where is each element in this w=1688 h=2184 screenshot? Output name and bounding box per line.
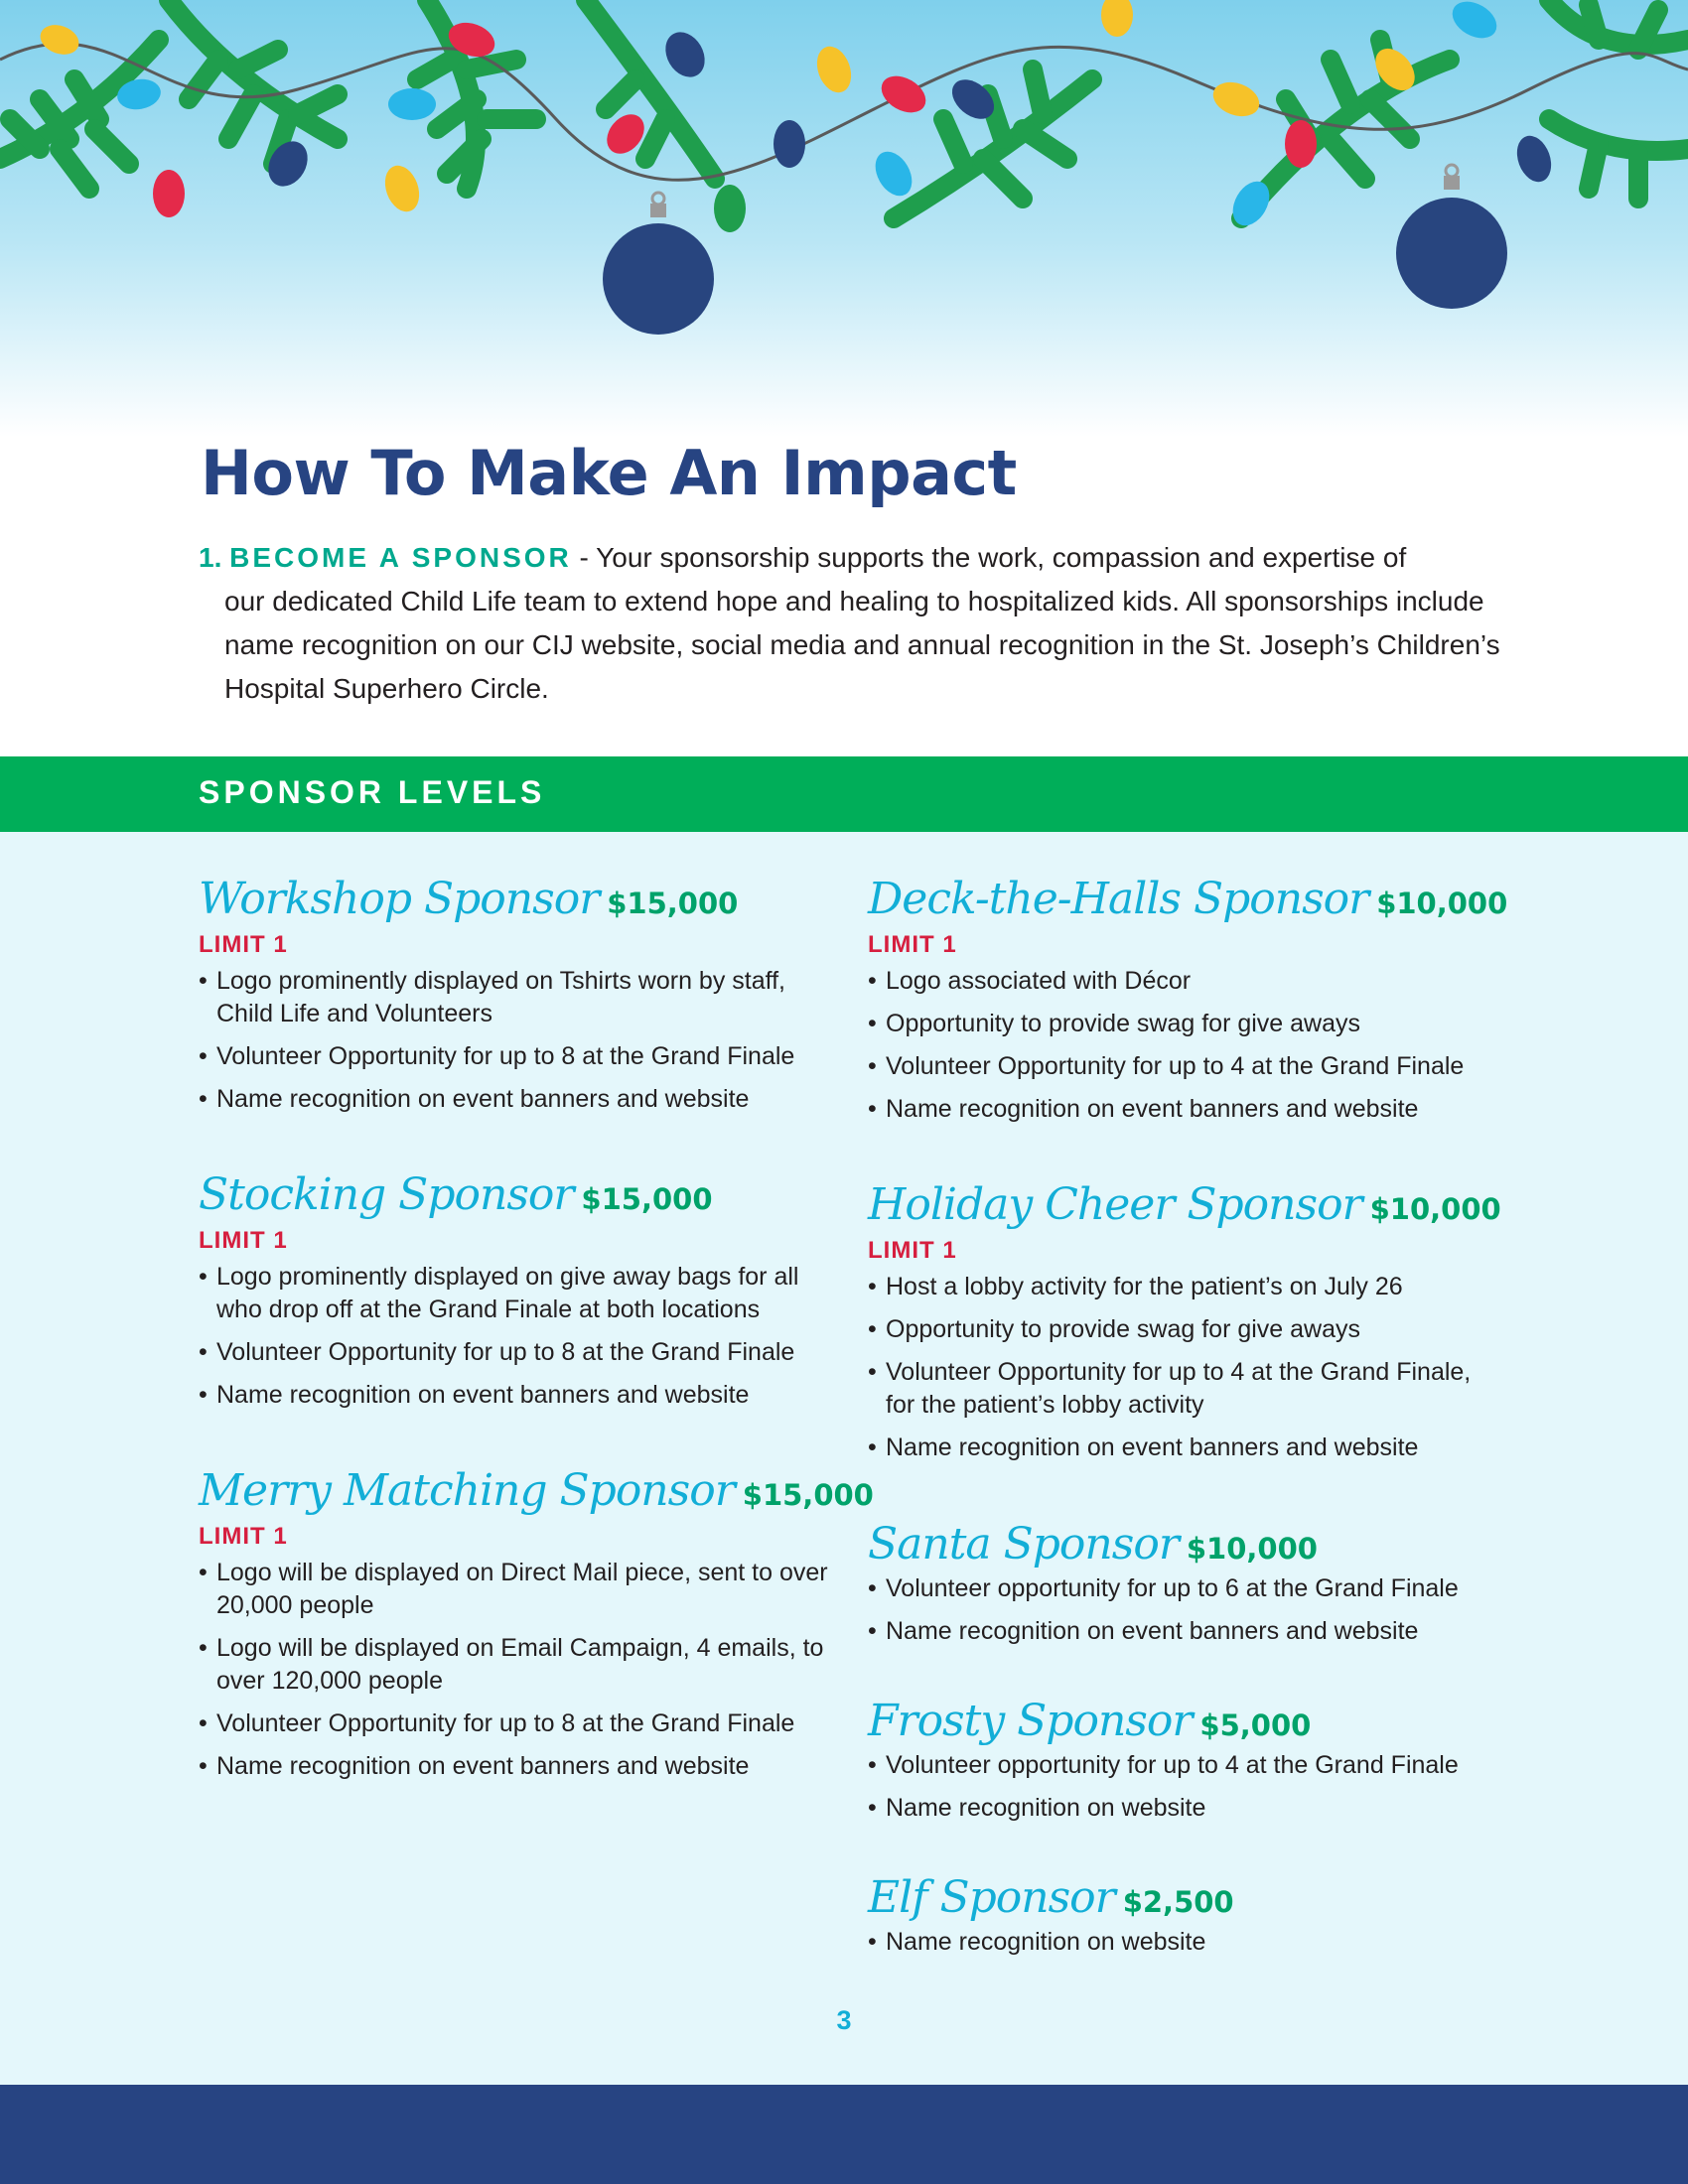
- benefit-item: • Name recognition on website: [868, 1792, 1503, 1825]
- benefit-item: • Host a lobby activity for the patient’s on July 26: [868, 1271, 1503, 1303]
- sponsor-name: Merry Matching Sponsor: [199, 1465, 735, 1516]
- sponsor-amount: $15,000: [742, 1478, 874, 1512]
- sponsor-tier: [868, 874, 1508, 1136]
- intro-text-rest: our dedicated Child Life team to extend hope and healing to hospitalized kids. All sponsorships include name recognition on our CIJ website, social media and annual recognition in the St. Joseph’s Children’s Hospital Superhero Circle.: [224, 586, 1500, 704]
- sponsor-name: Holiday Cheer Sponsor: [868, 1179, 1362, 1230]
- sponsor-amount: $2,500: [1122, 1885, 1234, 1919]
- intro-number: 1.: [199, 542, 222, 573]
- benefit-item: • Name recognition on event banners and website: [868, 1093, 1503, 1126]
- sponsor-tier: [868, 1179, 1503, 1474]
- sponsor-tier-heading: [868, 1519, 1503, 1572]
- sponsor-levels-section: [0, 832, 1688, 2085]
- sponsor-name: Deck-the-Halls Sponsor: [868, 874, 1369, 924]
- sponsor-tier-heading: [868, 1179, 1503, 1233]
- intro-lead: BECOME A SPONSOR: [229, 542, 572, 573]
- sponsor-tier: [199, 874, 834, 1126]
- sponsor-amount: $15,000: [581, 1182, 713, 1216]
- sponsor-tier-heading: [868, 1872, 1503, 1926]
- benefit-item: • Opportunity to provide swag for give aways: [868, 1313, 1503, 1346]
- benefit-item: • Volunteer Opportunity for up to 8 at the Grand Finale: [199, 1336, 834, 1369]
- benefit-item: • Logo prominently displayed on Tshirts worn by staff, Child Life and Volunteers: [199, 965, 834, 1030]
- sponsor-tier-heading: [868, 874, 1508, 927]
- sponsor-tier-heading: [199, 874, 834, 927]
- sponsor-tier-heading: [868, 1696, 1503, 1749]
- sponsor-amount: $10,000: [1186, 1532, 1318, 1566]
- benefit-item: • Volunteer Opportunity for up to 4 at the Grand Finale: [868, 1050, 1503, 1083]
- sponsor-tier: [199, 1465, 874, 1793]
- sponsor-tier-heading: [199, 1465, 874, 1519]
- sponsor-tier: [199, 1169, 834, 1422]
- benefit-item: • Logo will be displayed on Email Campaign, 4 emails, to over 120,000 people: [199, 1632, 834, 1698]
- sponsor-amount: $5,000: [1199, 1708, 1312, 1742]
- benefit-item: • Opportunity to provide swag for give aways: [868, 1008, 1503, 1040]
- benefit-item: • Logo will be displayed on Direct Mail piece, sent to over 20,000 people: [199, 1557, 834, 1622]
- benefit-list: [199, 965, 834, 1116]
- benefit-item: • Logo associated with Décor: [868, 965, 1503, 998]
- benefit-item: • Volunteer opportunity for up to 4 at the Grand Finale: [868, 1749, 1503, 1782]
- sponsor-amount: $10,000: [1369, 1192, 1501, 1226]
- sponsor-tier: [868, 1872, 1503, 1969]
- intro-text-line1: - Your sponsorship supports the work, compassion and expertise of: [571, 542, 1407, 573]
- sponsor-amount: $10,000: [1376, 887, 1508, 920]
- benefit-item: • Name recognition on event banners and website: [199, 1750, 834, 1783]
- page-number: 3: [836, 2005, 852, 2035]
- benefit-item: • Volunteer Opportunity for up to 8 at the Grand Finale: [199, 1040, 834, 1073]
- sponsor-tier-heading: [199, 1169, 834, 1223]
- page-title: How To Make An Impact: [201, 437, 1017, 509]
- benefit-item: • Name recognition on event banners and website: [868, 1615, 1503, 1648]
- benefit-item: • Volunteer Opportunity for up to 8 at the Grand Finale: [199, 1707, 834, 1740]
- sponsor-amount: $15,000: [607, 887, 739, 920]
- sponsor-limit: LIMIT 1: [868, 931, 957, 958]
- sponsor-limit: LIMIT 1: [868, 1237, 957, 1264]
- benefit-list: [868, 1271, 1503, 1464]
- benefit-list: [868, 965, 1503, 1126]
- benefit-list: [868, 1749, 1503, 1825]
- benefit-item: • Name recognition on event banners and website: [199, 1083, 834, 1116]
- sponsor-name: Elf Sponsor: [868, 1872, 1115, 1923]
- sponsor-name: Santa Sponsor: [868, 1519, 1179, 1570]
- sponsor-limit: LIMIT 1: [199, 931, 288, 958]
- sponsor-levels-title: SPONSOR LEVELS: [199, 774, 546, 810]
- sponsor-tier: [868, 1696, 1503, 1835]
- benefit-item: • Name recognition on event banners and website: [868, 1432, 1503, 1464]
- benefit-list: [199, 1261, 834, 1412]
- benefit-item: • Volunteer Opportunity for up to 4 at the Grand Finale, for the patient’s lobby activity: [868, 1356, 1503, 1422]
- sponsor-levels-bar: [0, 756, 1688, 832]
- sponsor-name: Workshop Sponsor: [199, 874, 600, 924]
- sponsor-name: Frosty Sponsor: [868, 1696, 1193, 1746]
- footer-bar: [0, 2085, 1688, 2184]
- benefit-item: • Volunteer opportunity for up to 6 at the Grand Finale: [868, 1572, 1503, 1605]
- sponsor-tier: [868, 1519, 1503, 1658]
- benefit-list: [199, 1557, 834, 1783]
- holiday-garland-banner: [0, 0, 1688, 437]
- sponsor-name: Stocking Sponsor: [199, 1169, 574, 1220]
- benefit-item: • Name recognition on website: [868, 1926, 1503, 1959]
- sponsor-limit: LIMIT 1: [199, 1227, 288, 1254]
- benefit-list: [868, 1926, 1503, 1959]
- sponsor-limit: LIMIT 1: [199, 1523, 288, 1550]
- benefit-item: • Logo prominently displayed on give away bags for all who drop off at the Grand Finale at both locations: [199, 1261, 834, 1326]
- benefit-list: [868, 1572, 1503, 1648]
- benefit-item: • Name recognition on event banners and website: [199, 1379, 834, 1412]
- intro-paragraph: [199, 536, 1509, 711]
